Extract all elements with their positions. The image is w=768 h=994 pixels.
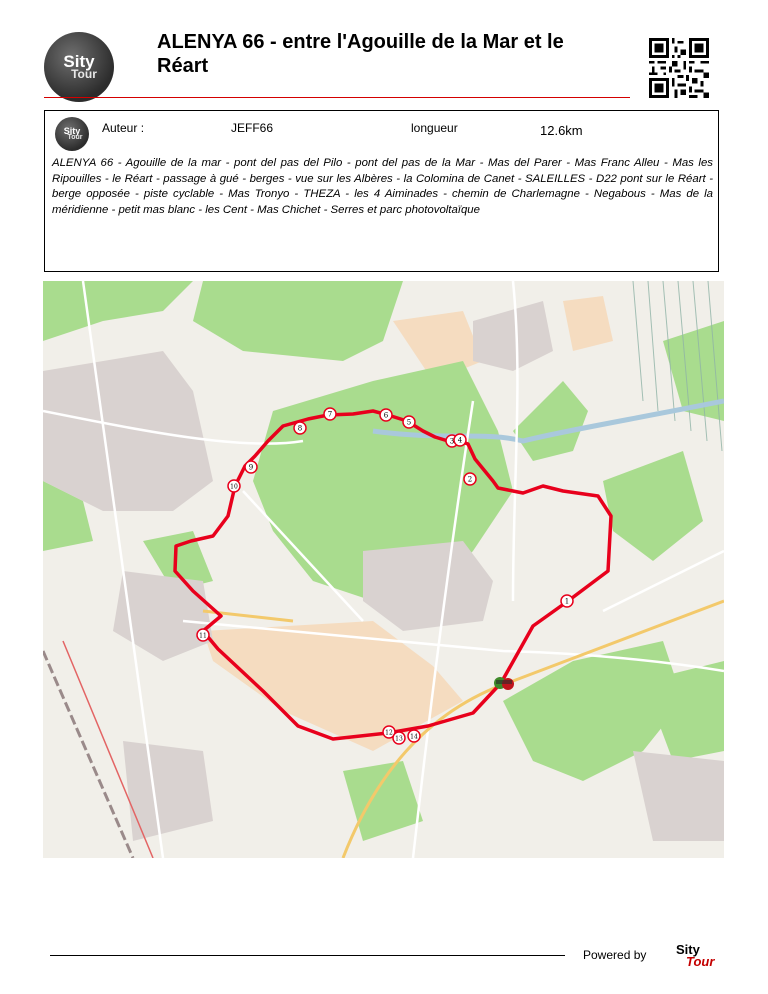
start-finish-marker-icon[interactable] [494,677,514,690]
logo-word-tour: Tour [71,67,97,82]
footer-logo-sity: Sity [676,942,700,957]
waypoint-5[interactable] [403,416,415,428]
waypoint-8[interactable] [294,422,306,434]
waypoint-13[interactable] [393,732,405,744]
sitytour-logo [44,32,114,102]
waypoint-9[interactable] [245,461,257,473]
waypoint-label: 7 [327,410,333,419]
waypoint-label: 13 [395,735,403,743]
footer-logo-tour: Tour [686,954,715,969]
waypoint-label: 10 [230,483,238,491]
length-value: 12.6km [540,123,583,138]
waypoint-11[interactable] [197,629,209,641]
page-title: ALENYA 66 - entre l'Agouille de la Mar et le Réart [157,31,564,77]
avatar-word-sity: Sity [63,125,81,136]
waypoint-label: 11 [199,632,207,640]
length-label: longueur [411,121,458,135]
waypoint-label: 8 [297,424,303,433]
author-label: Auteur : [102,121,145,135]
waypoint-label: 4 [457,436,463,445]
waypoint-10[interactable] [228,480,240,492]
author-value: JEFF66 [231,121,274,135]
waypoint-label: 1 [564,597,570,606]
waypoint-label: 2 [467,475,473,484]
waypoint-2[interactable] [464,473,476,485]
footer-logo [672,940,724,970]
title-divider [44,97,630,98]
waypoint-label: 14 [410,733,418,741]
waypoint-6[interactable] [380,409,392,421]
powered-by-label: Powered by [583,948,647,962]
waypoint-label: 9 [248,463,254,472]
footer-divider [50,955,565,956]
waypoint-label: 3 [449,437,455,446]
logo-word-sity: Sity [63,51,95,71]
route-map[interactable] [43,281,724,858]
route-description: ALENYA 66 - Agouille de la mar - pont del pas del Pilo - pont del pas de la Mar - Mas del Parer - Mas Franc Alleu - Mas les Ripouilles - le Réart - passage à gué - berges - vue sur les Albères - la Colomina de Canet - SALEILLES - D22 pont sur le Réart - berge opposée - piste cyclable - Mas Tronyo - THEZA - les 4 Aiminades - chemin de Charlemagne - Negabous - Mas de la méridienne - petit mas blanc - les Cent - Mas Chichet - Serres et parc photovoltaïque [52,157,713,216]
waypoint-1[interactable] [561,595,573,607]
waypoint-label: 6 [383,411,389,420]
author-avatar [55,117,89,151]
waypoint-label: 5 [406,418,412,427]
qr-code-icon [649,38,709,98]
waypoint-label: 12 [385,729,393,737]
waypoint-7[interactable] [324,408,336,420]
waypoint-4[interactable] [454,434,466,446]
waypoint-14[interactable] [408,730,420,742]
avatar-word-tour: Tour [67,133,83,141]
